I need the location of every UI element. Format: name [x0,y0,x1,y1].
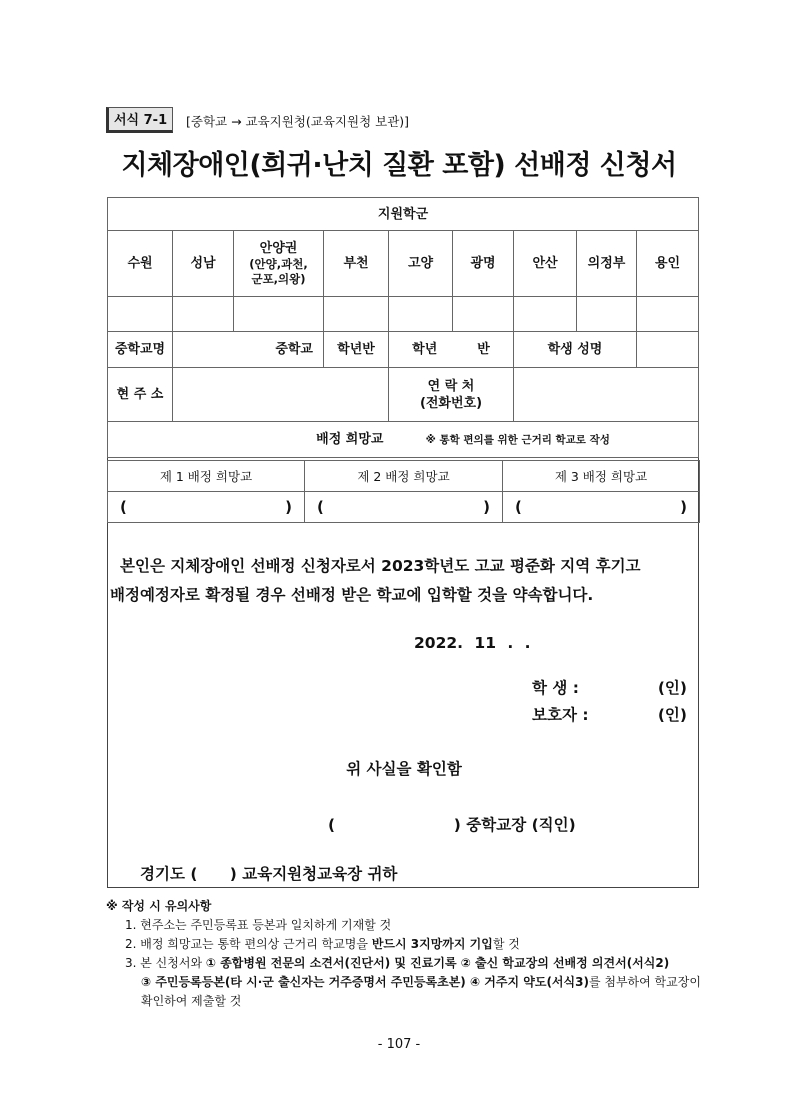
preference-choice-1-label: 제 1 배정 희망교 [108,461,305,492]
preference-choice-2-label: 제 2 배정 희망교 [305,461,503,492]
note-item-2 [125,935,705,954]
note-item-1: 1. 현주소는 주민등록표 등본과 일치하게 기재할 것 [125,918,392,932]
addressee: 경기도 ( ) 교육지원청교육장 귀하 [140,865,398,883]
notes-title: ※ 작성 시 유의사항 [106,899,212,913]
note-item-2-post: 할 것 [492,937,520,951]
district-suwon: 수원 [108,231,173,297]
note-item-2-bold: 반드시 3지망까지 기입 [371,937,493,951]
contact-label [389,368,514,422]
note-item-3-bold-2: ③ 주민등록등본(타 시·군 출신자는 거주증명서 주민등록초본) ④ 거주지 약도(서식3) [141,975,589,989]
paren-close-1: ) [285,498,292,516]
address-field[interactable] [173,368,389,422]
note-item-3-line-2 [125,973,705,992]
select-cell-goyang[interactable] [389,297,453,332]
district-bucheon: 부천 [324,231,389,297]
contact-label-sub: (전화번호) [419,395,483,411]
note-item-3-pre: 3. 본 신청서와 [125,956,206,970]
select-cell-anyang[interactable] [234,297,324,332]
select-cell-bucheon[interactable] [324,297,389,332]
preference-choice-3-field[interactable] [503,492,700,523]
grade-class-field[interactable] [389,332,514,368]
form-code-badge: 서식 7-1 [106,107,173,133]
district-anyang-sub2: 군포,의왕) [251,272,306,286]
contact-field[interactable] [514,368,699,422]
school-name-label: 중학교명 [108,332,173,368]
preference-choice-3-label: 제 3 배정 희망교 [503,461,700,492]
document-title: 지체장애인(희귀·난치 질환 포함) 선배정 신청서 [121,150,677,181]
form-route: [중학교 → 교육지원청(교육지원청 보관)] [186,114,410,129]
paren-close-2: ) [483,498,490,516]
note-item-3-post: 를 첨부하여 학교장이 [588,975,701,989]
select-cell-ansan[interactable] [514,297,577,332]
select-cell-uijeongbu[interactable] [577,297,637,332]
notes-list [125,916,705,1011]
select-cell-seongnam[interactable] [173,297,234,332]
district-seongnam: 성남 [173,231,234,297]
school-suffix: 중학교 [275,342,313,357]
select-cell-suwon[interactable] [108,297,173,332]
student-signature-label: 학 생 : [532,679,579,697]
preference-heading: 배정 희망교 [316,431,384,447]
paren-open-3: ( [515,498,522,516]
district-anyang-name: 안양권 [259,241,298,256]
pledge-text [110,552,690,610]
application-table [107,197,699,458]
grade-unit: 학년 [412,342,438,357]
district-anyang-sub1: (안양,과천, [249,257,308,271]
paren-open-1: ( [120,498,127,516]
application-date: 2022. 11 . . [414,634,531,652]
district-anyang [234,231,324,297]
note-item-3 [125,954,705,973]
preference-heading-row [108,422,699,458]
note-item-3-line-3: 확인하여 제출할 것 [141,994,242,1008]
grade-class-label: 학년반 [324,332,389,368]
district-goyang: 고양 [389,231,453,297]
select-cell-yongin[interactable] [637,297,699,332]
support-district-heading: 지원학군 [108,198,699,231]
pledge-line-1: 본인은 지체장애인 선배정 신청자로서 2023학년도 고교 평준화 지역 후기고 [120,557,641,575]
page-number: - 107 - [377,1037,421,1052]
preference-choice-2-field[interactable] [305,492,503,523]
principal-seal-line: ( ) 중학교장 (직인) [328,816,576,834]
preference-choice-1-field[interactable] [108,492,305,523]
district-uijeongbu: 의정부 [577,231,637,297]
guardian-signature-row [532,703,687,725]
student-name-label: 학생 성명 [514,332,637,368]
preference-table [107,460,700,523]
student-seal[interactable]: (인) [657,679,687,697]
guardian-signature-label: 보호자 : [532,706,589,724]
address-label: 현 주 소 [108,368,173,422]
note-item-2-pre: 2. 배정 희망교는 통학 편의상 근거리 학교명을 [125,937,372,951]
confirmation-text: 위 사실을 확인함 [346,760,462,778]
contact-label-main: 연 락 처 [427,378,475,394]
school-name-field[interactable] [173,332,324,368]
paren-close-3: ) [680,498,687,516]
student-signature-row [532,676,687,698]
district-yongin: 용인 [637,231,699,297]
note-item-3-bold-1: ① 종합병원 전문의 소견서(진단서) 및 진료기록 ② 출신 학교장의 선배정 의견서(서식2) [205,956,670,970]
select-cell-gwangmyeong[interactable] [453,297,514,332]
student-name-field[interactable] [637,332,699,368]
class-unit: 반 [477,342,490,357]
preference-note: ※ 통학 편의를 위한 근거리 학교로 작성 [425,433,610,446]
guardian-seal[interactable]: (인) [657,706,687,724]
paren-open-2: ( [317,498,324,516]
pledge-line-2: 배정예정자로 확정될 경우 선배정 받은 학교에 입학할 것을 약속합니다. [110,586,594,604]
district-gwangmyeong: 광명 [453,231,514,297]
district-ansan: 안산 [514,231,577,297]
